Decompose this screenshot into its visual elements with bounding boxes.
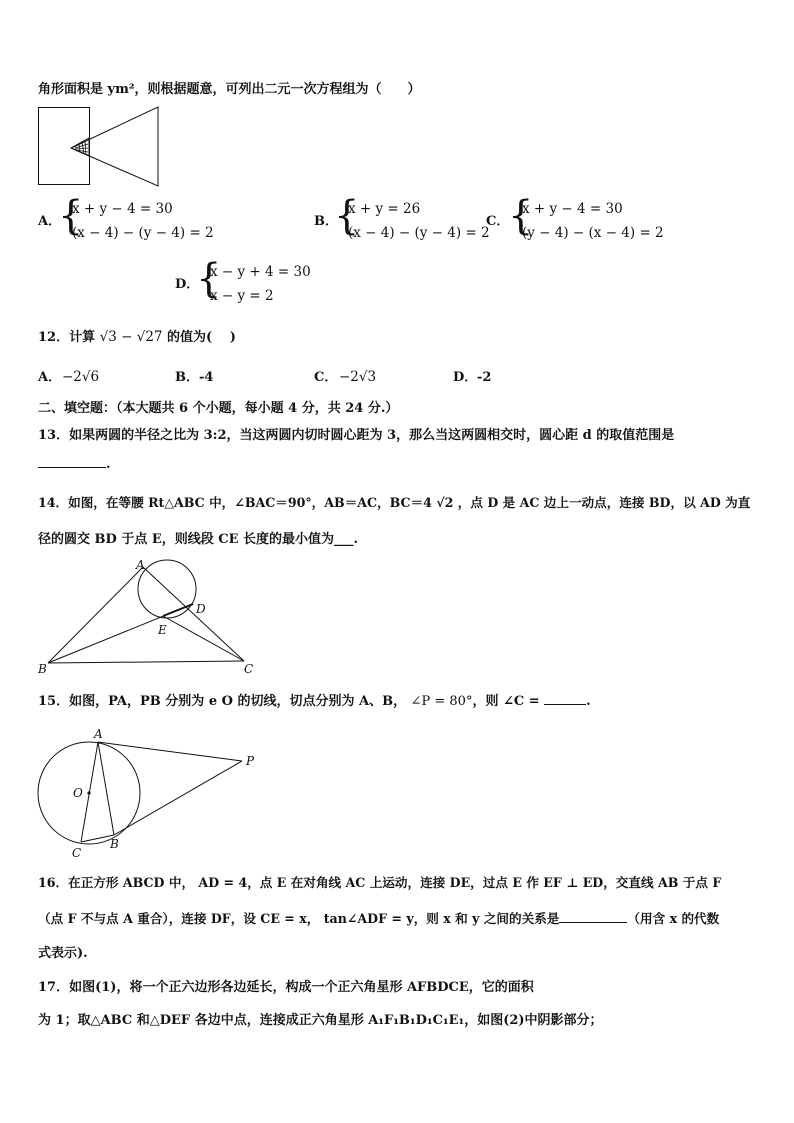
q11-option-b-brace: { <box>334 193 360 239</box>
q12-option-c-value: −2√3 <box>339 369 377 385</box>
q13-line2-end: . <box>106 457 111 472</box>
q12-option-d-label: D． <box>453 370 478 385</box>
q14-label-e: E <box>158 623 167 637</box>
q12-option-b-label: B． <box>175 370 199 385</box>
q14-label-d: D <box>196 602 206 616</box>
q11-option-a-brace: { <box>58 193 84 239</box>
q15-label-b: B <box>110 837 119 851</box>
q11-option-a-eq2: (x − 4) − (y − 4) = 2 <box>72 225 214 241</box>
q11-figure <box>38 106 163 188</box>
q15-angle: ∠P = 80° <box>410 694 473 709</box>
q16-line3: 式表示). <box>38 946 88 961</box>
q14-figure <box>30 553 270 678</box>
q11-option-a-label: A． <box>38 214 62 229</box>
q11-option-c-eq1: x + y − 4 = 30 <box>522 201 623 217</box>
q13-line1: 13．如果两圆的半径之比为 3:2，当这两圆内切时圆心距为 3，那么当这两圆相交时，圆心距 d 的取值范围是 <box>38 428 675 443</box>
q11-option-d-label: D． <box>175 277 200 292</box>
section-title: 二、填空题：（本大题共 6 个小题，每小题 4 分，共 24 分.） <box>38 401 399 416</box>
q14-label-c: C <box>244 662 254 676</box>
q11-option-d-brace: { <box>196 256 222 302</box>
q15-stem <box>38 694 591 710</box>
q13-line2 <box>38 457 111 473</box>
q12-option-d-value: -2 <box>477 370 492 385</box>
q12-number: 12． <box>38 330 70 345</box>
q11-option-c-label: C． <box>486 214 510 229</box>
q12-option-a-value: −2√6 <box>62 369 100 385</box>
q17-line2: 为 1；取△ABC 和△DEF 各边中点，连接成正六角星形 A₁F₁B₁D₁C₁E₁，如图(2)中阴影部分； <box>38 1013 603 1028</box>
q12-stem-prefix: 计算 <box>69 330 96 345</box>
q12-option-a-label: A． <box>38 370 62 385</box>
q12-option-c-label: C． <box>314 370 338 385</box>
q16-line2-suffix: （用含 x 的代数 <box>627 911 720 926</box>
q11-option-b-eq2: (x − 4) − (y − 4) = 2 <box>348 225 490 241</box>
q16-answer-blank[interactable] <box>559 922 627 923</box>
q16-line1: 16．在正方形 ABCD 中， AD = 4，点 E 在对角线 AC 上运动，连接 DE，过点 E 作 EF ⊥ ED，交直线 AB 于点 F <box>38 875 722 890</box>
q12-stem-suffix: 的值为( ) <box>167 330 236 345</box>
q14-label-b: B <box>38 662 47 676</box>
q15-label-c: C <box>72 846 82 860</box>
q11-option-c-eq2: (y − 4) − (x − 4) = 2 <box>522 225 664 241</box>
q11-option-d-eq1: x − y + 4 = 30 <box>210 264 311 280</box>
q17-line1: 17．如图(1)，将一个正六边形各边延长，构成一个正六角星形 AFBDCE，它的面积 <box>38 980 534 995</box>
q16-line2-prefix: （点 F 不与点 A 重合），连接 DF，设 CE = x， tan∠ADF = y，则 x 和 y 之间的关系是 <box>38 911 560 926</box>
q16-line2 <box>38 911 719 927</box>
q11-stem-tail: 角形面积是 ym²，则根据题意，可列出二元一次方程组为（ ） <box>38 82 421 97</box>
q15-text-end: . <box>586 694 591 709</box>
q13-answer-blank[interactable] <box>38 467 106 468</box>
q11-option-d-eq2: x − y = 2 <box>210 288 274 304</box>
q11-option-b-label: B． <box>314 214 338 229</box>
q11-option-b-eq1: x + y = 26 <box>348 201 421 217</box>
q12-expression: √3 − √27 <box>99 329 163 345</box>
q11-option-c-brace: { <box>508 193 534 239</box>
q11-option-a-eq1: x + y − 4 = 30 <box>72 201 173 217</box>
q14-label-a: A <box>136 558 145 572</box>
q15-text-mid: ，则 ∠C = <box>472 694 540 709</box>
q12-stem <box>38 329 236 346</box>
q15-figure <box>30 726 270 861</box>
q15-label-a: A <box>94 727 103 741</box>
q14-line2: 径的圆交 BD 于点 E，则线段 CE 长度的最小值为___. <box>38 532 359 547</box>
q12-option-b-value: -4 <box>199 370 214 385</box>
q15-text-prefix: 15．如图，PA，PB 分别为 e O 的切线，切点分别为 A、B， <box>38 694 407 709</box>
q14-line1: 14．如图，在等腰 Rt△ABC 中，∠BAC＝90°，AB＝AC，BC＝4 √2 ，点 D 是 AC 边上一动点，连接 BD，以 AD 为直 <box>38 495 751 510</box>
q15-answer-blank[interactable] <box>544 704 586 705</box>
q15-label-o: O <box>73 786 83 800</box>
q15-label-p: P <box>246 754 255 768</box>
